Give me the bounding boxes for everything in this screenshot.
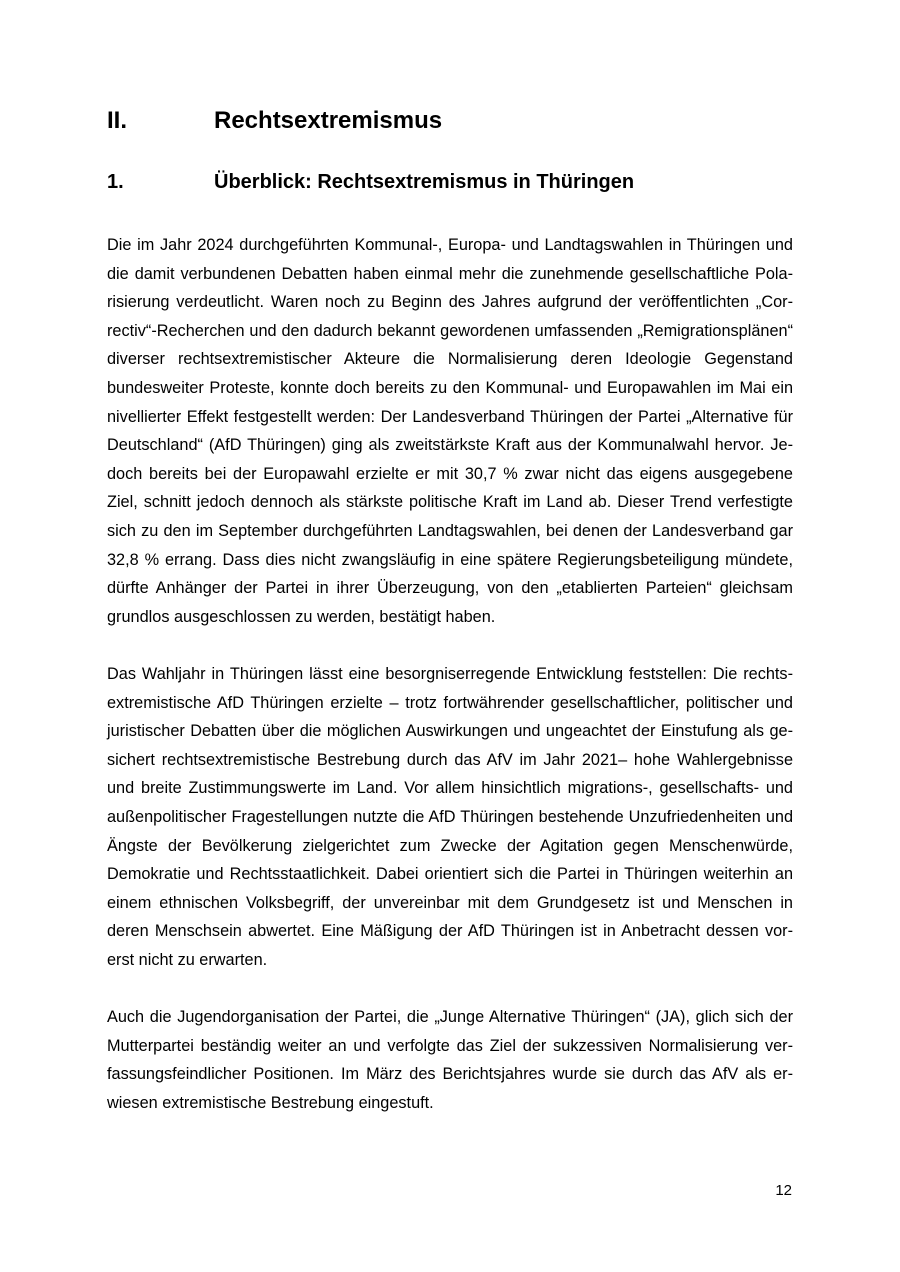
body-paragraph-3: Auch die Jugendorganisation der Partei, die „Junge Alternative Thüringen“ (JA), glich sich der Mutterpartei beständig weiter an und verfolgte das Ziel der sukzessiven Normalisierung verfassungsfeindlicher Positionen. Im März des Berichtsjahres wurde sie durch das AfV als erwiesen extremistische Bestrebung eingestuft. (107, 1008, 793, 1112)
body-paragraph-2: Das Wahljahr in Thüringen lässt eine besorgniserregende Entwicklung feststellen: Die rechtsextremistische AfD Thüringen erzielte – trotz fortwährender gesellschaftlicher, politischer und juristischer Debatten über die möglichen Auswirkungen und ungeachtet der Einstufung als gesichert rechtsextremistische Bestrebung durch das AfV im Jahr 2021– hohe Wahlergebnisse und breite Zustimmungswerte im Land. Vor allem hinsichtlich migrations-, gesellschafts- und außenpolitischer Fragestellungen nutzte die AfD Thüringen bestehende Unzufriedenheiten und Ängste der Bevölkerung zielgerichtet zum Zwecke der Agitation gegen Menschenwürde, Demokratie und Rechtsstaatlichkeit. Dabei orientiert sich die Partei in Thüringen weiterhin an einem ethnischen Volksbegriff, der unvereinbar mit dem Grundgesetz ist und Menschen in deren Menschsein abwertet. Eine Mäßigung der AfD Thüringen ist in Anbetracht dessen vorerst nicht zu erwarten. (107, 665, 793, 969)
subsection-title: Überblick: Rechtsextremismus in Thüringen (214, 171, 635, 193)
body-paragraph-1: Die im Jahr 2024 durchgeführten Kommunal-, Europa- und Landtagswahlen in Thüringen und die damit verbundenen Debatten haben einmal mehr die zunehmende gesellschaftliche Polarisierung verdeutlicht. Waren noch zu Beginn des Jahres aufgrund der veröffentlichten „Correctiv“-Recherchen und den dadurch bekannt gewordenen umfassenden „Remigrationsplänen“ diverser rechtsextremistischer Akteure die Normalisierung deren Ideologie Gegenstand bundesweiter Proteste, konnte doch bereits zu den Kommunal- und Europawahlen im Mai ein nivellierter Effekt festgestellt werden: Der Landesverband Thüringen der Partei „Alternative für Deutschland“ (AfD Thüringen) ging als zweitstärkste Kraft aus der Kommunalwahl hervor. Jedoch bereits bei der Europawahl erzielte er mit 30,7 % zwar nicht das eigens ausgegebene Ziel, schnitt jedoch dennoch als stärkste politische Kraft im Land ab. Dieser Trend verfestigte sich zu den im September durchgeführten Landtagswahlen, bei denen der Landesverband gar 32,8 % errang. Dass dies nicht zwangsläufig in eine spätere Regierungsbeteiligung mündete, dürfte Anhänger der Partei in ihrer Überzeugung, von den „etablierten Parteien“ gleichsam grundlos ausgeschlossen zu werden, bestätigt haben. (107, 236, 793, 626)
section-heading (107, 106, 793, 136)
subsection-number: 1. (107, 171, 124, 193)
subsection-heading (107, 169, 793, 195)
page-number: 12 (775, 1182, 792, 1199)
section-number: II. (107, 107, 128, 134)
section-title: Rechtsextremismus (214, 107, 443, 134)
